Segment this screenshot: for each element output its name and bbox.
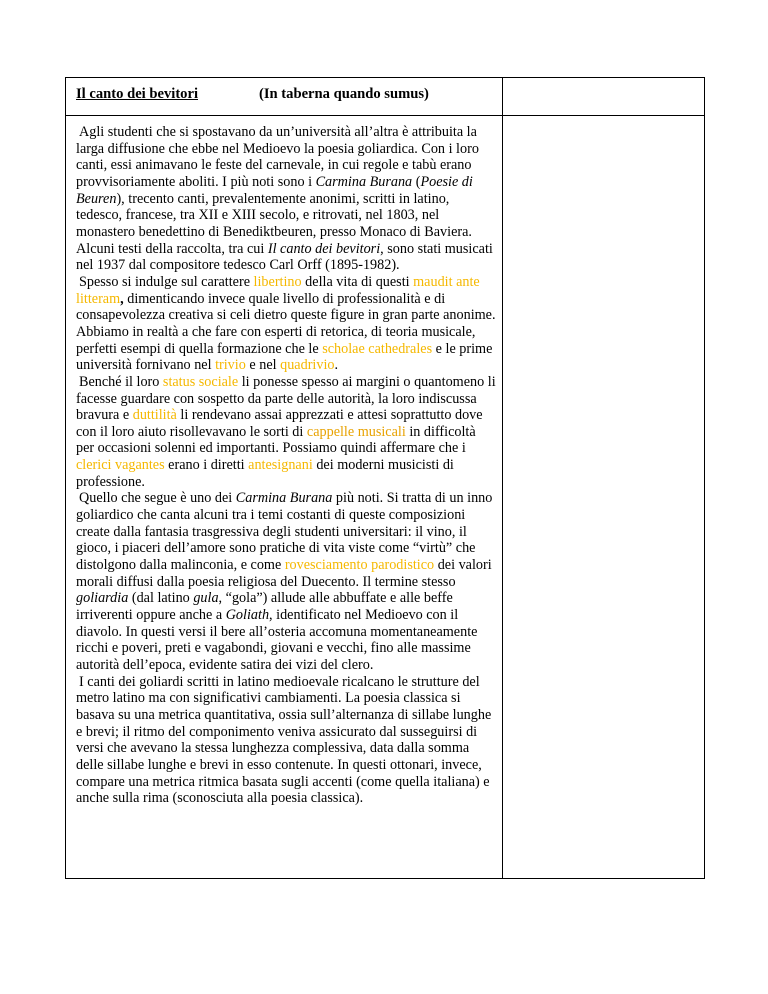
glossary-link[interactable]: trivio [215, 357, 246, 374]
glossary-link[interactable]: cappelle musicali [306, 423, 406, 440]
glossary-link[interactable]: maudit ante litteram [76, 273, 480, 307]
text-italic: goliardia [76, 590, 129, 607]
glossary-link[interactable]: scholae cathedrales [322, 340, 433, 357]
text: , sono stati musicati nel 1937 dal compositore tedesco Carl Orff (1895-1982). [76, 240, 493, 274]
text: Quello che segue è uno dei [79, 490, 236, 507]
text: , “gola”) allude alle abbuffate e alle beffe irriverenti oppure anche a [76, 590, 453, 624]
text-italic: Carmina Burana [235, 490, 333, 507]
text: e nel [245, 357, 281, 374]
text: ), trecento canti, prevalentemente anonimi, scritti in latino, tedesco, francese, tra XII e XIII secolo, e ritrovati, nel 1803, nel monastero benedettino di Benediktbeuren, presso Monaco di Baviera. Alcuni testi della raccolta, tra cui [76, 190, 472, 257]
page-subtitle: (In taberna quando sumus) [259, 86, 429, 102]
text-italic: Goliath [225, 607, 270, 624]
text: li ponesse spesso ai margini o quantomeno li facesse guardare con sospetto da parte delle autorità, la loro indiscussa bravura e [76, 373, 496, 424]
text: in difficoltà per occasioni solenni ed importanti. Possiamo quindi affermare che i [76, 423, 476, 457]
text: dei valori morali diffusi dalla poesia religiosa del Duecento. Il termine stesso [76, 557, 492, 590]
glossary-link[interactable]: rovesciamento parodistico [284, 557, 435, 574]
text: I canti dei goliardi scritti in latino medioevale ricalcano le strutture del metro latino ma con significativi cambiamenti. La poesia classica si basava su una metrica quantitativa, ossia sull’alternanza di sillabe lunghe e brevi; il ritmo del componimento veniva assicurato dal susseguirsi di versi che avevano la stessa lunghezza complessiva, data dalla somma delle sillabe lunghe e brevi in esso contenute. In questi ottonari, invece, compare una metrica ritmica basata sugli accenti (come quella italiana) e anche sulla rima (sconosciuta alla poesia classica). [76, 673, 492, 807]
paragraph-1 [76, 124, 496, 274]
text-cell [76, 124, 496, 807]
text: dimenticando invece quale livello di professionalità e di consapevolezza creativa si celi dietro queste figure in gran parte anonime. Abbiamo in realtà a che fare con esperti di retorica, di teoria musicale, perfetti esempi di quella formazione che le [76, 290, 496, 357]
text-italic: Carmina Burana [315, 173, 413, 190]
glossary-link[interactable]: antesignani [248, 457, 313, 474]
text: Spesso si indulge sul carattere [79, 273, 254, 290]
text: ( [412, 173, 421, 190]
glossary-link[interactable]: clerici vagantes [76, 457, 165, 474]
text: della vita di questi [301, 273, 414, 290]
text: , identificato nel Medioevo con il diavolo. In questi versi il bere all’osteria accomuna momentaneamente ricchi e poveri, preti e vagabondi, giovani e vecchi, fino alle massime autorità dell’epoca, evidente satira dei vizi del clero. [76, 607, 478, 673]
paragraph-3 [76, 374, 496, 491]
page-title: Il canto dei bevitori [76, 86, 199, 102]
header-row [66, 78, 704, 116]
text: e le prime università fornivano nel [76, 340, 493, 374]
text: erano i diretti [164, 457, 249, 474]
glossary-link[interactable]: status sociale [162, 373, 239, 390]
paragraph-4 [76, 490, 496, 673]
text-italic: gula [193, 590, 219, 607]
text-italic: Poesie di Beuren [76, 173, 473, 207]
glossary-link[interactable]: libertino [253, 273, 302, 290]
text: (dal latino [128, 590, 194, 607]
column-divider [502, 78, 503, 878]
document-table [65, 77, 705, 879]
text: Benché il loro [79, 373, 163, 390]
text: più noti. Si tratta di un inno goliardico che canta alcuni tra i temi costanti di queste composizioni create dalla fantasia trasgressiva degli studenti universitari: il vino, il gioco, i piaceri dell’amore sono pratiche di vita viste come “virtù” che distolgono dalla malinconia, e come [76, 490, 493, 574]
text: . [334, 357, 339, 374]
text: Agli studenti che si spostavano da un’università all’altra è attribuita la larga diffusione che ebbe nel Medioevo la poesia goliardica. Con i loro canti, essi animavano le feste del carnevale, in cui regole e tabù erano provvisoriamente aboliti. I più noti sono i [76, 124, 479, 190]
text: , [120, 290, 124, 307]
text: li rendevano assai apprezzati e attesi soprattutto dove con il loro aiuto risollevavano le sorti di [76, 407, 483, 440]
paragraph-5 [76, 674, 496, 807]
text: dei moderni musicisti di professione. [76, 457, 454, 490]
glossary-link[interactable]: duttilità [132, 407, 177, 424]
glossary-link[interactable]: quadrivio [280, 357, 335, 374]
title-cell [76, 86, 429, 103]
paragraph-2 [76, 274, 496, 374]
text-italic: Il canto dei bevitori [267, 240, 381, 257]
